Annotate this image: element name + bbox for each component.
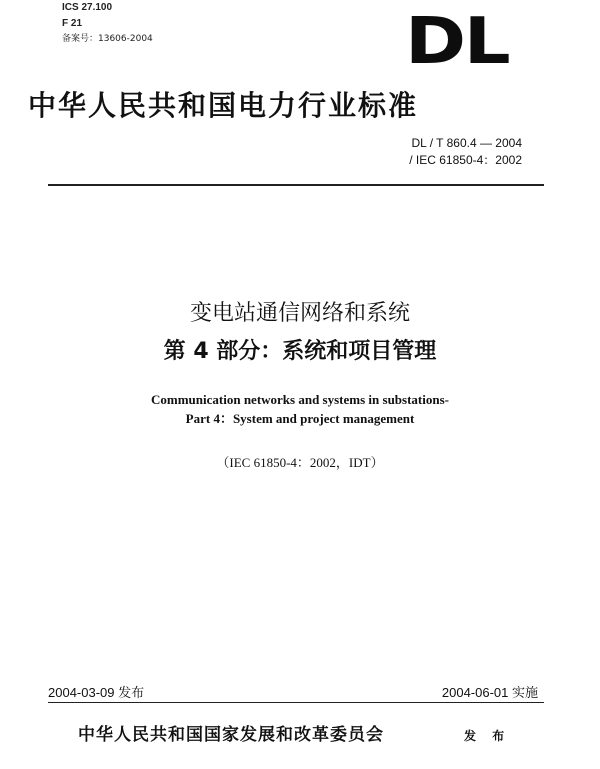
issue-label: 发 布 <box>464 729 511 743</box>
ics-code: ICS 27.100 <box>62 2 113 13</box>
dl-logo: DL <box>405 5 509 79</box>
standard-category-title: 中华人民共和国电力行业标准 <box>28 89 419 122</box>
issue-date: 2004-03-09 发布 <box>48 685 145 700</box>
adoption-statement: （IEC 61850-4：2002，IDT） <box>216 455 384 470</box>
equivalent-standard-number: / IEC 61850-4：2002 <box>409 153 522 167</box>
effective-date: 2004-06-01 实施 <box>441 685 538 700</box>
chinese-title-line-1: 变电站通信网络和系统 <box>189 301 410 326</box>
header-divider <box>48 184 544 186</box>
english-title-line-1: Communication networks and systems in substations- <box>151 392 449 407</box>
issuing-authority: 中华人民共和国国家发展和改革委员会 <box>78 725 384 745</box>
footer-divider <box>48 702 544 703</box>
record-number: 备案号：13606-2004 <box>62 34 153 44</box>
chinese-title-line-2: 第 4 部分：系统和项目管理 <box>163 339 437 364</box>
standard-number: DL / T 860.4 — 2004 <box>411 136 522 150</box>
ccs-code: F 21 <box>62 18 83 29</box>
english-title-line-2: Part 4：System and project management <box>185 411 415 426</box>
